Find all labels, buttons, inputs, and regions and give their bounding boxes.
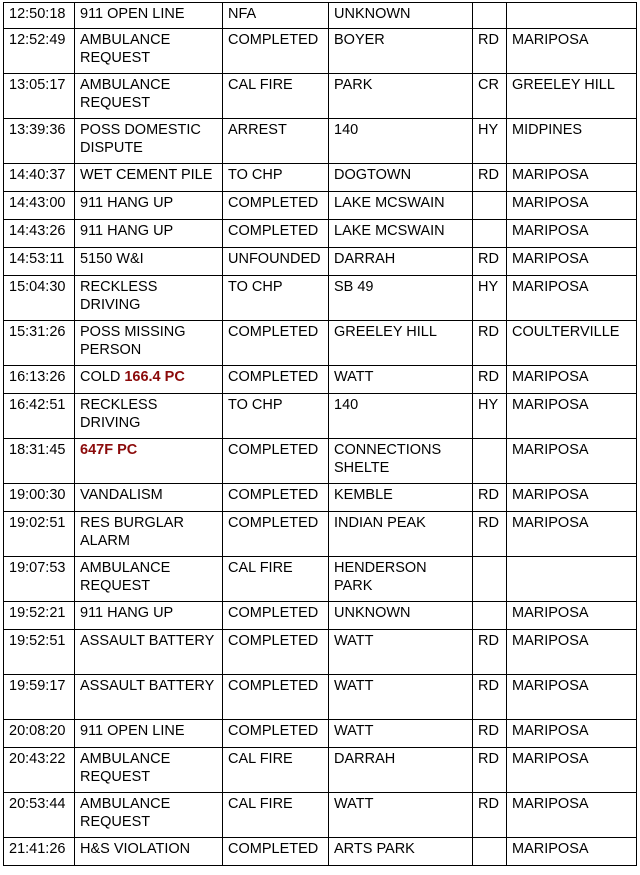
table-row <box>4 321 637 366</box>
street-suffix-cell: RD <box>473 248 507 276</box>
call-type-cell <box>75 3 223 29</box>
street-suffix-cell: HY <box>473 119 507 164</box>
table-row <box>4 248 637 276</box>
call-type-cell <box>75 119 223 164</box>
call-type-text: 5150 W&I <box>80 251 144 267</box>
call-type-cell <box>75 793 223 838</box>
street-suffix-cell: RD <box>473 366 507 394</box>
call-city-cell: MARIPOSA <box>507 793 637 838</box>
call-type-text: H&S VIOLATION <box>80 841 191 857</box>
call-time-cell: 14:43:26 <box>4 220 75 248</box>
table-row <box>4 164 637 192</box>
call-location-cell: WATT <box>329 366 473 394</box>
call-type-text: RECKLESS DRIVING <box>80 397 158 431</box>
call-type-text: ASSAULT BATTERY <box>80 633 215 649</box>
call-city-cell: MARIPOSA <box>507 838 637 866</box>
call-time-cell: 12:52:49 <box>4 29 75 74</box>
call-location-cell: WATT <box>329 793 473 838</box>
call-time-cell: 20:53:44 <box>4 793 75 838</box>
call-city-cell: MARIPOSA <box>507 276 637 321</box>
street-suffix-cell <box>473 557 507 602</box>
call-type-cell <box>75 720 223 748</box>
penal-code-highlight: 166.4 PC <box>124 369 185 385</box>
call-location-cell: LAKE MCSWAIN <box>329 220 473 248</box>
call-city-cell: MARIPOSA <box>507 748 637 793</box>
table-row <box>4 366 637 394</box>
call-city-cell: MARIPOSA <box>507 192 637 220</box>
call-city-cell: MARIPOSA <box>507 602 637 630</box>
call-type-text: POSS DOMESTIC DISPUTE <box>80 122 201 156</box>
call-city-cell: MARIPOSA <box>507 439 637 484</box>
call-city-cell: COULTERVILLE <box>507 321 637 366</box>
call-type-text: AMBULANCE REQUEST <box>80 560 171 594</box>
call-location-cell: SB 49 <box>329 276 473 321</box>
street-suffix-cell <box>473 3 507 29</box>
call-city-cell: MARIPOSA <box>507 720 637 748</box>
call-time-cell: 20:43:22 <box>4 748 75 793</box>
call-time-cell: 15:04:30 <box>4 276 75 321</box>
call-type-text: 911 HANG UP <box>80 605 174 621</box>
call-disposition-cell: COMPLETED <box>223 630 329 675</box>
call-time-cell: 16:42:51 <box>4 394 75 439</box>
call-location-cell: CONNECTIONS SHELTE <box>329 439 473 484</box>
call-type-cell <box>75 220 223 248</box>
call-disposition-cell: COMPLETED <box>223 675 329 720</box>
call-time-cell: 19:52:51 <box>4 630 75 675</box>
call-city-cell <box>507 3 637 29</box>
call-type-text: COLD <box>80 369 125 385</box>
street-suffix-cell: RD <box>473 675 507 720</box>
call-type-cell <box>75 557 223 602</box>
call-type-text: 911 HANG UP <box>80 195 174 211</box>
street-suffix-cell: RD <box>473 720 507 748</box>
call-type-text: 911 HANG UP <box>80 223 174 239</box>
call-type-cell <box>75 321 223 366</box>
call-type-cell <box>75 484 223 512</box>
call-type-text: 911 OPEN LINE <box>80 6 185 22</box>
street-suffix-cell <box>473 192 507 220</box>
call-disposition-cell: UNFOUNDED <box>223 248 329 276</box>
call-location-cell: DOGTOWN <box>329 164 473 192</box>
call-city-cell: MARIPOSA <box>507 394 637 439</box>
call-city-cell: MARIPOSA <box>507 220 637 248</box>
call-time-cell: 19:00:30 <box>4 484 75 512</box>
call-location-cell: KEMBLE <box>329 484 473 512</box>
call-type-text: AMBULANCE REQUEST <box>80 32 171 66</box>
street-suffix-cell: RD <box>473 512 507 557</box>
call-type-cell <box>75 366 223 394</box>
table-row <box>4 748 637 793</box>
call-disposition-cell: CAL FIRE <box>223 557 329 602</box>
call-city-cell: MARIPOSA <box>507 248 637 276</box>
call-disposition-cell: COMPLETED <box>223 29 329 74</box>
call-type-cell <box>75 276 223 321</box>
table-row <box>4 602 637 630</box>
table-row <box>4 439 637 484</box>
table-row <box>4 557 637 602</box>
street-suffix-cell: RD <box>473 29 507 74</box>
call-time-cell: 19:52:21 <box>4 602 75 630</box>
call-disposition-cell: COMPLETED <box>223 602 329 630</box>
call-city-cell: MARIPOSA <box>507 630 637 675</box>
call-time-cell: 14:43:00 <box>4 192 75 220</box>
street-suffix-cell <box>473 602 507 630</box>
call-location-cell: LAKE MCSWAIN <box>329 192 473 220</box>
call-city-cell: GREELEY HILL <box>507 74 637 119</box>
call-time-cell: 14:40:37 <box>4 164 75 192</box>
call-time-cell: 15:31:26 <box>4 321 75 366</box>
call-disposition-cell: COMPLETED <box>223 720 329 748</box>
call-log-body <box>4 3 637 866</box>
call-type-cell <box>75 838 223 866</box>
call-location-cell: UNKNOWN <box>329 3 473 29</box>
call-type-cell <box>75 439 223 484</box>
call-disposition-cell: COMPLETED <box>223 192 329 220</box>
call-type-cell <box>75 512 223 557</box>
table-row <box>4 675 637 720</box>
table-row <box>4 3 637 29</box>
call-location-cell: GREELEY HILL <box>329 321 473 366</box>
call-city-cell: MARIPOSA <box>507 366 637 394</box>
call-city-cell: MARIPOSA <box>507 484 637 512</box>
call-type-cell <box>75 29 223 74</box>
call-disposition-cell: ARREST <box>223 119 329 164</box>
call-city-cell: MIDPINES <box>507 119 637 164</box>
street-suffix-cell: RD <box>473 793 507 838</box>
call-location-cell: WATT <box>329 675 473 720</box>
call-type-cell <box>75 748 223 793</box>
call-location-cell: PARK <box>329 74 473 119</box>
call-type-text: RECKLESS DRIVING <box>80 279 158 313</box>
table-row <box>4 720 637 748</box>
call-location-cell: DARRAH <box>329 248 473 276</box>
table-row <box>4 630 637 675</box>
street-suffix-cell: RD <box>473 748 507 793</box>
call-time-cell: 19:02:51 <box>4 512 75 557</box>
call-time-cell: 20:08:20 <box>4 720 75 748</box>
call-disposition-cell: CAL FIRE <box>223 748 329 793</box>
call-time-cell: 19:07:53 <box>4 557 75 602</box>
street-suffix-cell: HY <box>473 394 507 439</box>
call-type-cell <box>75 394 223 439</box>
call-disposition-cell: CAL FIRE <box>223 74 329 119</box>
street-suffix-cell: RD <box>473 321 507 366</box>
call-disposition-cell: TO CHP <box>223 276 329 321</box>
call-disposition-cell: NFA <box>223 3 329 29</box>
table-row <box>4 220 637 248</box>
call-location-cell: WATT <box>329 720 473 748</box>
table-row <box>4 793 637 838</box>
call-type-cell <box>75 602 223 630</box>
call-type-text: RES BURGLAR ALARM <box>80 515 184 549</box>
call-disposition-cell: TO CHP <box>223 164 329 192</box>
call-type-text: WET CEMENT PILE <box>80 167 213 183</box>
call-time-cell: 18:31:45 <box>4 439 75 484</box>
call-type-cell <box>75 164 223 192</box>
call-time-cell: 19:59:17 <box>4 675 75 720</box>
call-location-cell: WATT <box>329 630 473 675</box>
call-type-cell <box>75 74 223 119</box>
call-time-cell: 14:53:11 <box>4 248 75 276</box>
call-type-text: AMBULANCE REQUEST <box>80 77 171 111</box>
street-suffix-cell: HY <box>473 276 507 321</box>
call-type-text: POSS MISSING PERSON <box>80 324 186 358</box>
call-location-cell: BOYER <box>329 29 473 74</box>
call-type-text: 911 OPEN LINE <box>80 723 185 739</box>
call-location-cell: 140 <box>329 394 473 439</box>
call-disposition-cell: COMPLETED <box>223 321 329 366</box>
street-suffix-cell <box>473 220 507 248</box>
call-time-cell: 13:05:17 <box>4 74 75 119</box>
call-disposition-cell: COMPLETED <box>223 366 329 394</box>
street-suffix-cell: RD <box>473 484 507 512</box>
call-time-cell: 16:13:26 <box>4 366 75 394</box>
call-disposition-cell: COMPLETED <box>223 439 329 484</box>
call-disposition-cell: COMPLETED <box>223 512 329 557</box>
table-row <box>4 512 637 557</box>
call-disposition-cell: CAL FIRE <box>223 793 329 838</box>
street-suffix-cell <box>473 838 507 866</box>
call-city-cell: MARIPOSA <box>507 675 637 720</box>
street-suffix-cell: RD <box>473 164 507 192</box>
table-row <box>4 74 637 119</box>
table-row <box>4 276 637 321</box>
call-type-cell <box>75 192 223 220</box>
call-location-cell: UNKNOWN <box>329 602 473 630</box>
street-suffix-cell: CR <box>473 74 507 119</box>
table-row <box>4 484 637 512</box>
call-city-cell: MARIPOSA <box>507 164 637 192</box>
call-disposition-cell: COMPLETED <box>223 838 329 866</box>
call-type-text: AMBULANCE REQUEST <box>80 796 171 830</box>
table-row <box>4 119 637 164</box>
call-type-text: VANDALISM <box>80 487 163 503</box>
table-row <box>4 394 637 439</box>
call-type-text: AMBULANCE REQUEST <box>80 751 171 785</box>
call-city-cell <box>507 557 637 602</box>
call-disposition-cell: COMPLETED <box>223 220 329 248</box>
call-city-cell: MARIPOSA <box>507 512 637 557</box>
table-row <box>4 29 637 74</box>
call-location-cell: HENDERSON PARK <box>329 557 473 602</box>
call-type-text: ASSAULT BATTERY <box>80 678 215 694</box>
call-time-cell: 12:50:18 <box>4 3 75 29</box>
call-disposition-cell: TO CHP <box>223 394 329 439</box>
call-log-table <box>3 2 637 866</box>
call-time-cell: 21:41:26 <box>4 838 75 866</box>
call-type-cell <box>75 675 223 720</box>
call-disposition-cell: COMPLETED <box>223 484 329 512</box>
call-location-cell: INDIAN PEAK <box>329 512 473 557</box>
call-time-cell: 13:39:36 <box>4 119 75 164</box>
call-location-cell: DARRAH <box>329 748 473 793</box>
street-suffix-cell <box>473 439 507 484</box>
penal-code-highlight: 647F PC <box>80 442 138 458</box>
call-location-cell: ARTS PARK <box>329 838 473 866</box>
call-type-cell <box>75 630 223 675</box>
call-location-cell: 140 <box>329 119 473 164</box>
table-row <box>4 192 637 220</box>
call-city-cell: MARIPOSA <box>507 29 637 74</box>
call-type-cell <box>75 248 223 276</box>
street-suffix-cell: RD <box>473 630 507 675</box>
table-row <box>4 838 637 866</box>
